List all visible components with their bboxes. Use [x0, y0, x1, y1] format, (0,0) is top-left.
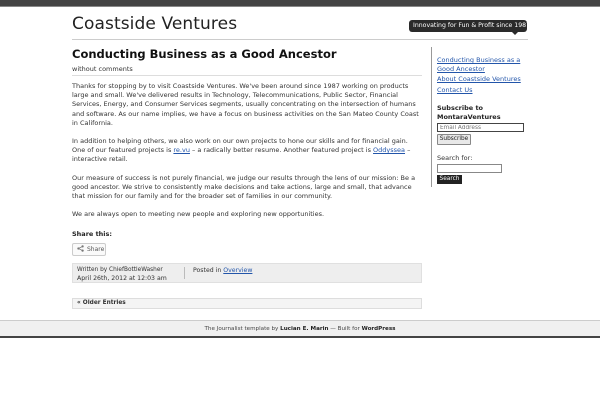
oddyssea-link[interactable]: Oddyssea	[373, 146, 406, 155]
post-title[interactable]: Conducting Business as a Good Ancestor	[72, 47, 337, 61]
tagline-tail	[511, 31, 519, 35]
post-info-divider	[184, 267, 185, 279]
header-divider	[72, 39, 528, 40]
email-input[interactable]	[437, 123, 524, 132]
share-label: Share	[87, 246, 105, 253]
paragraph-closing: We are always open to meeting new people and exploring new opportunities.	[72, 210, 325, 219]
top-bar	[0, 0, 600, 7]
comments-link[interactable]: without comments	[72, 65, 133, 73]
posted-in-prefix: Posted in	[193, 267, 224, 274]
subscribe-heading: Subscribe to MontaraVentures	[437, 104, 501, 121]
projects-text-2: – a radically better resume. Another featured project is	[189, 146, 374, 155]
subscribe-button[interactable]: Subscribe	[437, 134, 471, 145]
sidebar-link-about[interactable]: About Coastside Ventures	[437, 75, 521, 83]
sidebar-link-good-ancestor[interactable]: Conducting Business as a Good Ancestor	[437, 56, 521, 73]
share-button[interactable]	[72, 243, 106, 256]
post-content	[72, 82, 422, 228]
tagline-bubble	[409, 20, 531, 32]
older-entries-link[interactable]: « Older Entries	[77, 300, 126, 306]
paragraph-projects	[72, 137, 422, 165]
share-icon	[77, 245, 84, 252]
posted-in	[193, 267, 252, 274]
share-heading: Share this:	[72, 230, 113, 238]
post-info-bar	[72, 263, 422, 283]
footer-prefix: The Journalist template by	[204, 326, 281, 332]
footer-middle: — Built for	[328, 326, 362, 332]
projects-text-3: – interactive retail.	[72, 146, 411, 164]
search-input[interactable]	[437, 164, 502, 173]
post-author: Written by ChiefBottleWasher	[77, 267, 163, 273]
revu-link[interactable]: re.vu	[173, 146, 190, 155]
site-title[interactable]: Coastside Ventures	[72, 14, 238, 34]
post-meta-divider	[72, 75, 422, 76]
footer-platform-link[interactable]: WordPress	[361, 326, 396, 332]
category-link[interactable]: Overview	[223, 267, 253, 274]
paragraph-mission: Our measure of success is not purely financial, we judge our results through the lens of our mission: Be a good ancestor. We strive to consistently make decisions and take actions, large and small, that advance that mission for our family and for the broader set of families in our community.	[72, 173, 416, 201]
footer-author-link[interactable]: Lucian E. Marin	[280, 326, 329, 332]
projects-text-1: In addition to helping others, we also work on our own projects to hone our skills and for financial gain. One of our featured projects is	[72, 137, 408, 155]
pagination-bar	[72, 298, 422, 309]
sidebar-divider	[431, 47, 432, 187]
sidebar	[437, 56, 537, 182]
paragraph-intro: Thanks for stopping by to visit Coastside Ventures. We've been around since 1987 working on products large and small. We've delivered results in Technology, Telecommunications, Public Sector, Financial Services, Energy, and Consumer Services segments, usually concentrating on the intersection of humans and software. As our name implies, we have a focus on business activities on the San Mateo County Coast in California.	[72, 82, 419, 127]
tagline: Innovating for Fun & Profit since 1987	[409, 20, 527, 32]
search-button[interactable]: Search	[437, 175, 462, 184]
footer	[0, 320, 600, 338]
search-label: Search for:	[437, 154, 473, 162]
sidebar-link-contact[interactable]: Contact Us	[437, 85, 473, 94]
post-date: April 26th, 2012 at 12:03 am	[77, 275, 167, 282]
